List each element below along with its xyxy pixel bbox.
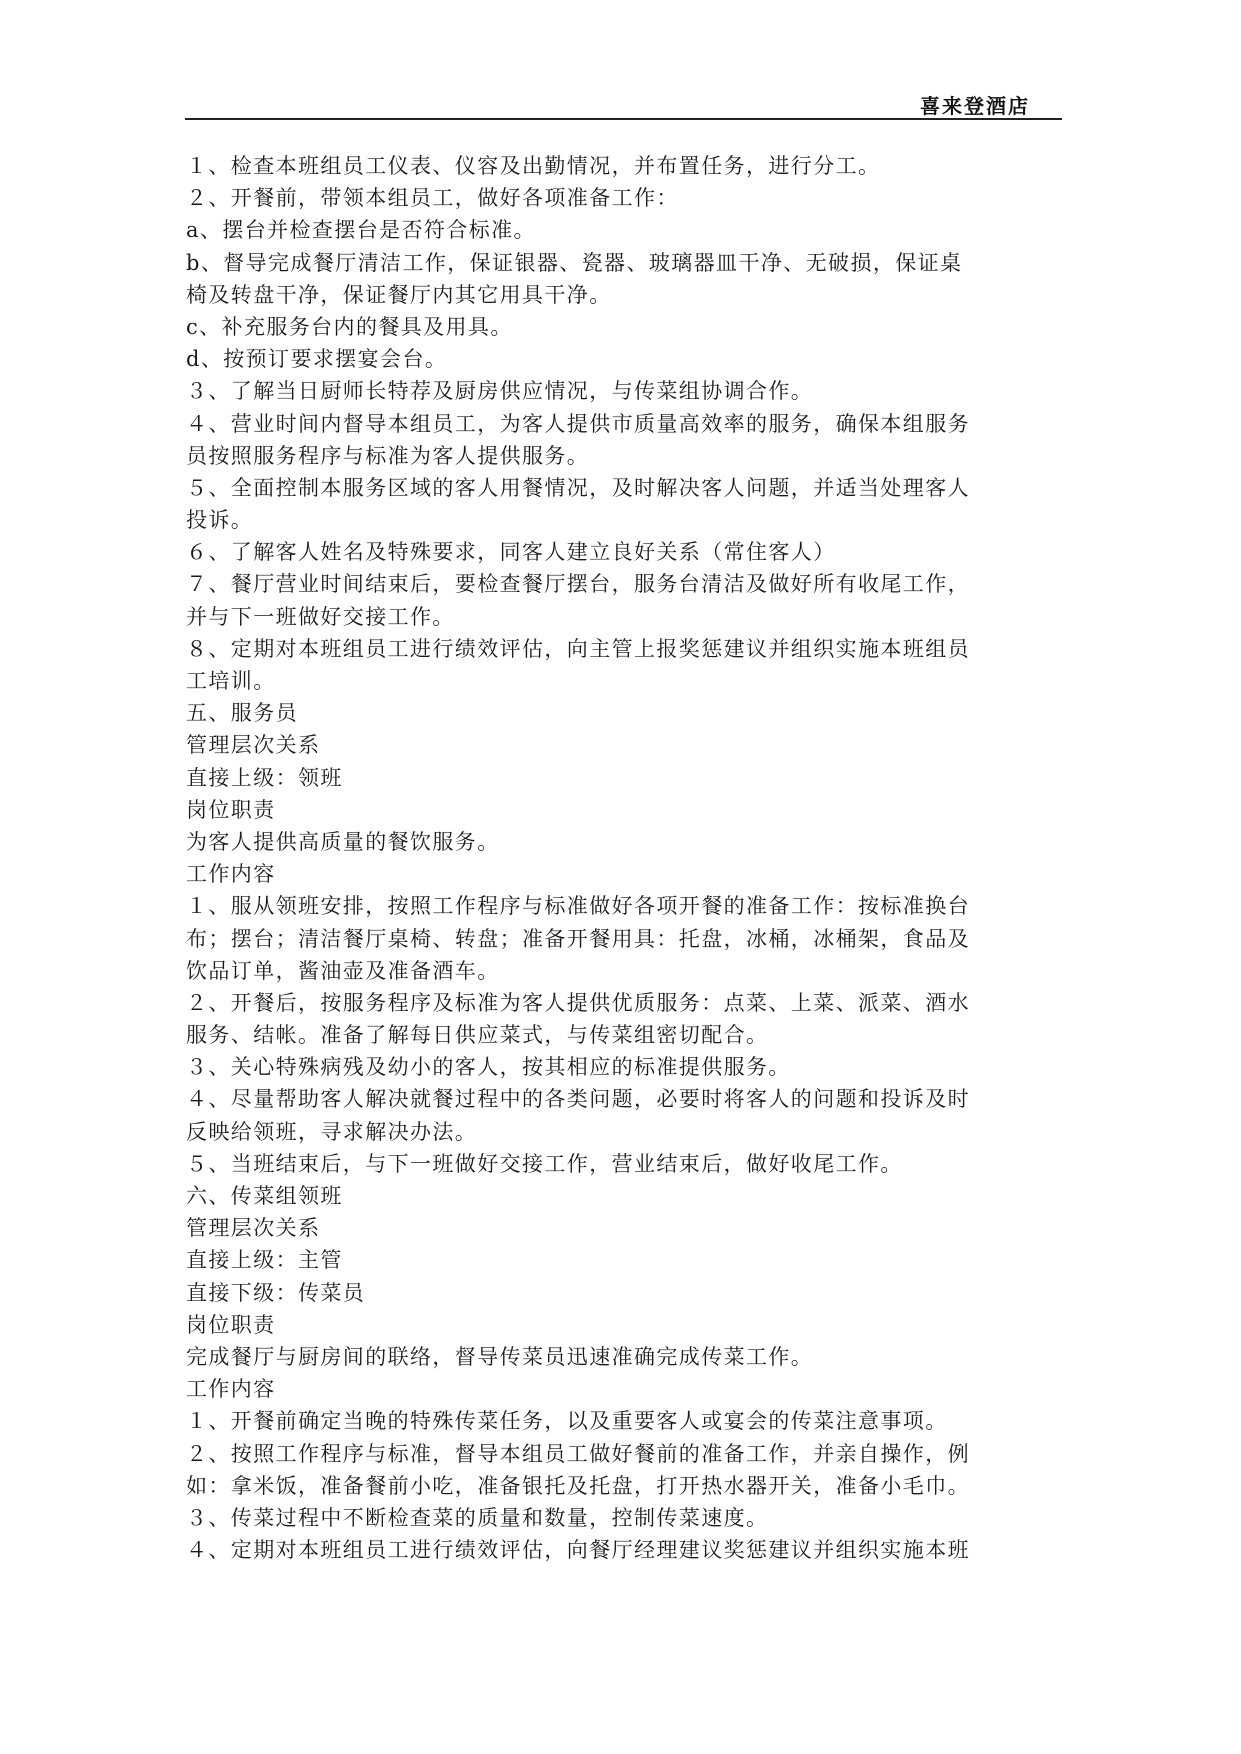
text-line: ３、关心特殊病残及幼小的客人，按其相应的标准提供服务。 [186, 1055, 791, 1080]
page-header [185, 86, 1062, 120]
text-line: ８、定期对本班组员工进行绩效评估，向主管上报奖惩建议并组织实施本班组员 [186, 636, 970, 661]
text-line: 六、传菜组领班 [186, 1184, 343, 1208]
text-line: 饮品订单，酱油壶及准备酒车。 [186, 958, 500, 983]
text-line: １、服从领班安排，按照工作程序与标准做好各项开餐的准备工作：按标准换台 [186, 894, 970, 919]
text-line: 管理层次关系 [186, 1216, 321, 1241]
text-line: 投诉。 [186, 508, 254, 533]
text-line: 五、服务员 [186, 701, 298, 726]
hotel-name: 喜来登酒店 [920, 94, 1030, 118]
document-body [186, 150, 1062, 1566]
text-line: 直接下级：传菜员 [186, 1280, 366, 1305]
text-line: ５、当班结束后，与下一班做好交接工作，营业结束后，做好收尾工作。 [186, 1151, 903, 1176]
text-line: ４、尽量帮助客人解决就餐过程中的各类问题，必要时将客人的问题和投诉及时 [186, 1087, 970, 1112]
text-line: 直接上级：领班 [186, 765, 343, 790]
text-line: ３、了解当日厨师长特荐及厨房供应情况，与传菜组协调合作。 [186, 379, 814, 404]
text-line: ５、全面控制本服务区域的客人用餐情况，及时解决客人问题，并适当处理客人 [186, 475, 970, 500]
text-line: 员按照服务程序与标准为客人提供服务。 [186, 443, 590, 468]
text-line: 椅及转盘干净，保证餐厅内其它用具干净。 [186, 282, 612, 307]
text-line: 如：拿米饭，准备餐前小吃，准备银托及托盘，打开热水器开关，准备小毛巾。 [186, 1473, 970, 1498]
text-line: 岗位职责 [186, 1312, 276, 1337]
text-line: １、开餐前确定当晚的特殊传菜任务，以及重要客人或宴会的传菜注意事项。 [186, 1409, 948, 1434]
text-line: ２、开餐前，带领本组员工，做好各项准备工作： [186, 186, 679, 211]
text-line: ２、按照工作程序与标准，督导本组员工做好餐前的准备工作，并亲自操作，例 [186, 1441, 970, 1466]
text-line: 工培训。 [186, 669, 276, 693]
text-line: 为客人提供高质量的餐饮服务。 [186, 829, 500, 854]
text-line: b、督导完成餐厅清洁工作，保证银器、瓷器、玻璃器皿干净、无破损，保证桌 [186, 250, 963, 275]
text-line: 完成餐厅与厨房间的联络，督导传菜员迅速准确完成传菜工作。 [186, 1344, 814, 1369]
text-line: ６、了解客人姓名及特殊要求，同客人建立良好关系（常住客人） [186, 540, 836, 565]
text-line: 管理层次关系 [186, 733, 321, 758]
text-line: ２、开餐后，按服务程序及标准为客人提供优质服务：点菜、上菜、派菜、酒水 [186, 990, 970, 1015]
text-line: 反映给领班，寻求解决办法。 [186, 1119, 478, 1144]
text-line: d、按预订要求摆宴会台。 [186, 347, 448, 372]
text-line: 岗位职责 [186, 797, 276, 822]
text-line: 服务、结帐。准备了解每日供应菜式，与传菜组密切配合。 [186, 1023, 769, 1048]
text-line: c、补充服务台内的餐具及用具。 [186, 314, 513, 339]
text-line: 并与下一班做好交接工作。 [186, 604, 455, 629]
text-line: ４、营业时间内督导本组员工，为客人提供市质量高效率的服务，确保本组服务 [186, 411, 970, 436]
text-line: a、摆台并检查摆台是否符合标准。 [186, 218, 536, 243]
text-line: ７、餐厅营业时间结束后，要检查餐厅摆台，服务台清洁及做好所有收尾工作， [186, 572, 970, 597]
text-line: ３、传菜过程中不断检查菜的质量和数量，控制传菜速度。 [186, 1505, 769, 1530]
text-line: 直接上级：主管 [186, 1248, 343, 1273]
text-line: 布；摆台；清洁餐厅桌椅、转盘；准备开餐用具：托盘，冰桶，冰桶架，食品及 [186, 926, 970, 951]
text-line: １、检查本班组员工仪表、仪容及出勤情况，并布置任务，进行分工。 [186, 154, 881, 178]
text-line: ４、定期对本班组员工进行绩效评估，向餐厅经理建议奖惩建议并组织实施本班 [186, 1538, 970, 1563]
text-line: 工作内容 [186, 1377, 276, 1402]
text-line: 工作内容 [186, 862, 276, 887]
